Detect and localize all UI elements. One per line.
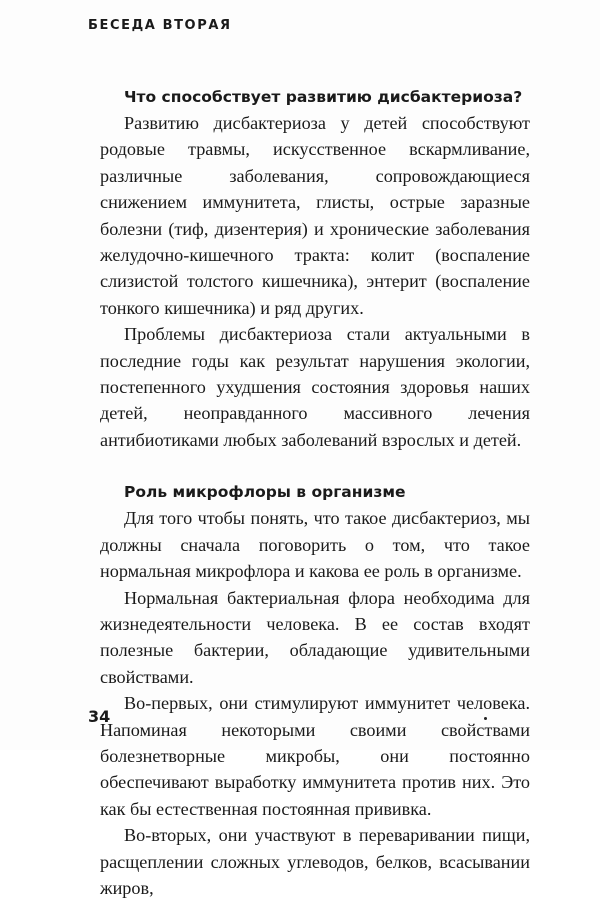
- paragraph: Проблемы дисбактериоза стали актуальными в последние годы как результат нарушения экологии, постепенного ухудшения состояния здоровья наших детей, неоправданного массивного лечения антибиотиками любых заболеваний взрослых и детей.: [100, 324, 530, 450]
- paragraph: Нормальная бактериальная флора необходима для жизнедеятельности человека. В ее состав входят полезные бактерии, обладающие удивительными свойствами.: [100, 587, 530, 687]
- section-heading-dysbacteriosis-causes: Что способствует развитию дисбактериоза?: [124, 88, 523, 106]
- page-body: [100, 84, 530, 901]
- paragraph: Во-первых, они стимулируют иммунитет человека. Напоминая некоторыми своими свойствами болезнетворные микробы, они постоянно обеспечивают выработку иммунитета против них. Это как бы естественная постоянная прививка.: [100, 693, 530, 819]
- paragraph: Для того чтобы понять, что такое дисбактериоз, мы должны сначала поговорить о том, что такое нормальная микрофлора и какова ее роль в организме.: [100, 508, 530, 582]
- paragraph: Во-вторых, они участвуют в переваривании пищи, расщеплении сложных углеводов, белков, всасывании жиров,: [100, 825, 530, 898]
- print-speck: [484, 717, 487, 720]
- page-number: 34: [88, 707, 111, 726]
- section-heading-microflora-role: Роль микрофлоры в организме: [124, 483, 406, 502]
- paragraph: Развитию дисбактериоза у детей способствуют родовые травмы, искусственное вскармливание, различные заболевания, сопровождающиеся снижением иммунитета, глисты, острые заразные болезни (тиф, дизентерия) и хронические заболевания желудочно-кишечного тракта: колит (воспаление слизистой толстого кишечника), энтерит (воспаление тонкого кишечника) и ряд других.: [100, 113, 530, 318]
- running-head: БЕСЕДА ВТОРАЯ: [88, 18, 232, 33]
